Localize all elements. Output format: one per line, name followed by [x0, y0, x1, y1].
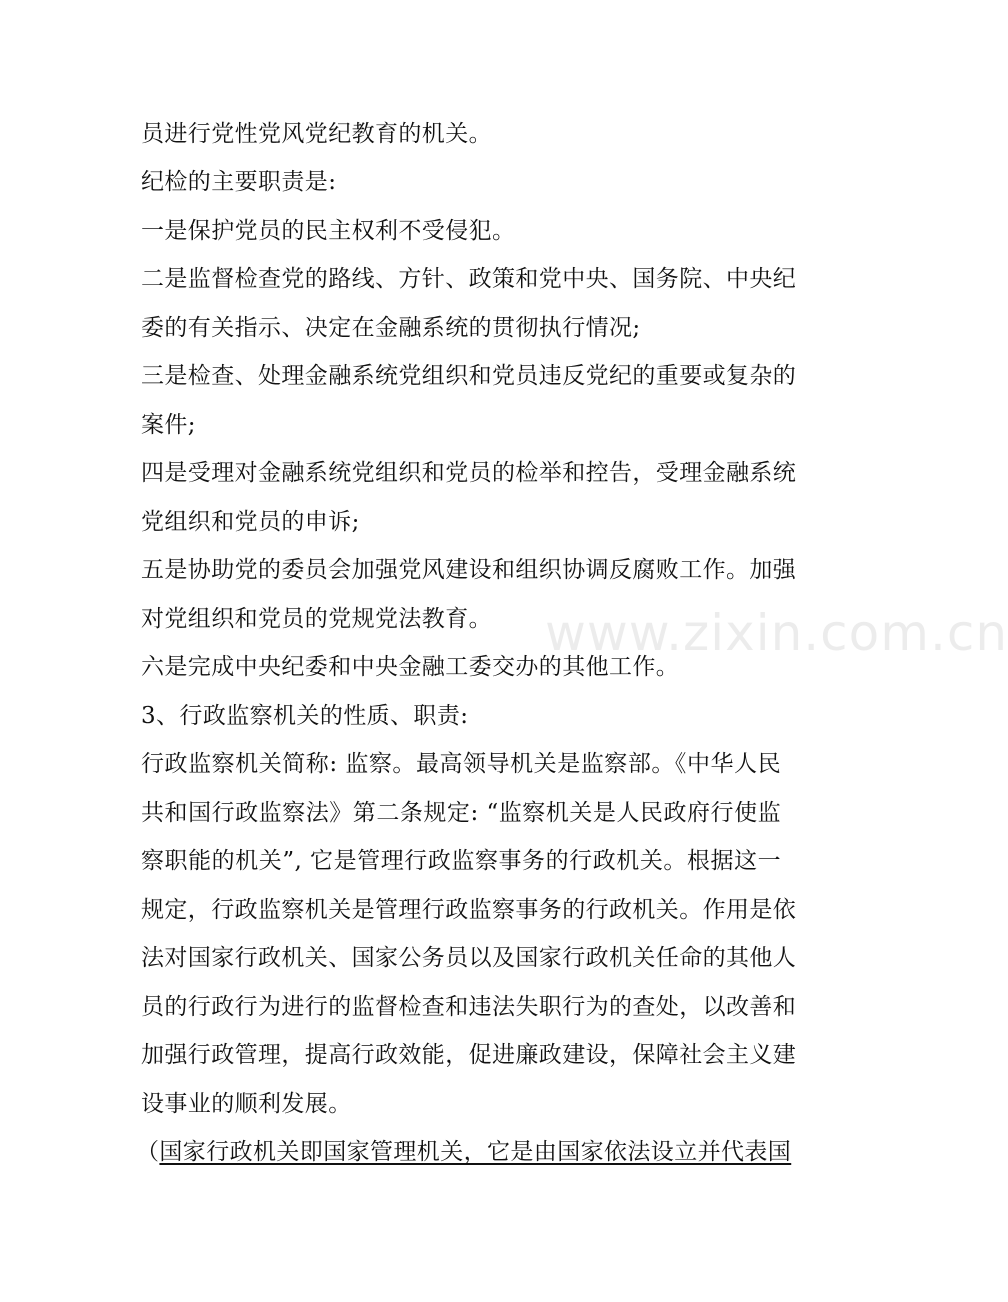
underlined-text: 国家行政机关即国家管理机关，它是由国家依法设立并代表国 [159, 1139, 792, 1165]
text-line: 察职能的机关”, 它是管理行政监察事务的行政机关。根据这一 [141, 848, 781, 874]
open-paren: （ [136, 1139, 160, 1165]
section-heading: 3、行政监察机关的性质、职责: [141, 703, 469, 729]
text-line-last [136, 1137, 792, 1167]
text-line: 员的行政行为进行的监督检查和违法失职行为的查处，以改善和 [141, 994, 797, 1020]
text-line: 设事业的顺利发展。 [141, 1091, 352, 1117]
text-line: 法对国家行政机关、国家公务员以及国家行政机关任命的其他人 [141, 945, 797, 971]
text-line: 加强行政管理，提高行政效能，促进廉政建设，保障社会主义建 [141, 1042, 797, 1068]
text-line: 四是受理对金融系统党组织和党员的检举和控告，受理金融系统 [141, 460, 797, 486]
watermark-logo: www.zixin.com.cn [545, 604, 1008, 662]
text-line: 六是完成中央纪委和中央金融工委交办的其他工作。 [141, 654, 680, 680]
text-line: 案件; [141, 412, 196, 438]
text-line: 委的有关指示、决定在金融系统的贯彻执行情况; [141, 315, 641, 341]
text-line: 共和国行政监察法》第二条规定: “监察机关是人民政府行使监 [141, 800, 781, 826]
text-line: 一是保护党员的民主权利不受侵犯。 [141, 218, 516, 244]
text-line: 三是检查、处理金融系统党组织和党员违反党纪的重要或复杂的 [141, 363, 797, 389]
text-line: 规定，行政监察机关是管理行政监察事务的行政机关。作用是依 [141, 897, 797, 923]
text-line: 纪检的主要职责是: [141, 169, 337, 195]
text-line: 员进行党性党风党纪教育的机关。 [141, 121, 492, 147]
text-line: 党组织和党员的申诉; [141, 509, 360, 535]
text-line: 对党组织和党员的党规党法教育。 [141, 606, 492, 632]
text-line: 行政监察机关简称: 监察。最高领导机关是监察部。《中华人民 [141, 751, 781, 777]
text-line: 五是协助党的委员会加强党风建设和组织协调反腐败工作。加强 [141, 557, 797, 583]
text-line: 二是监督检查党的路线、方针、政策和党中央、国务院、中央纪 [141, 266, 797, 292]
